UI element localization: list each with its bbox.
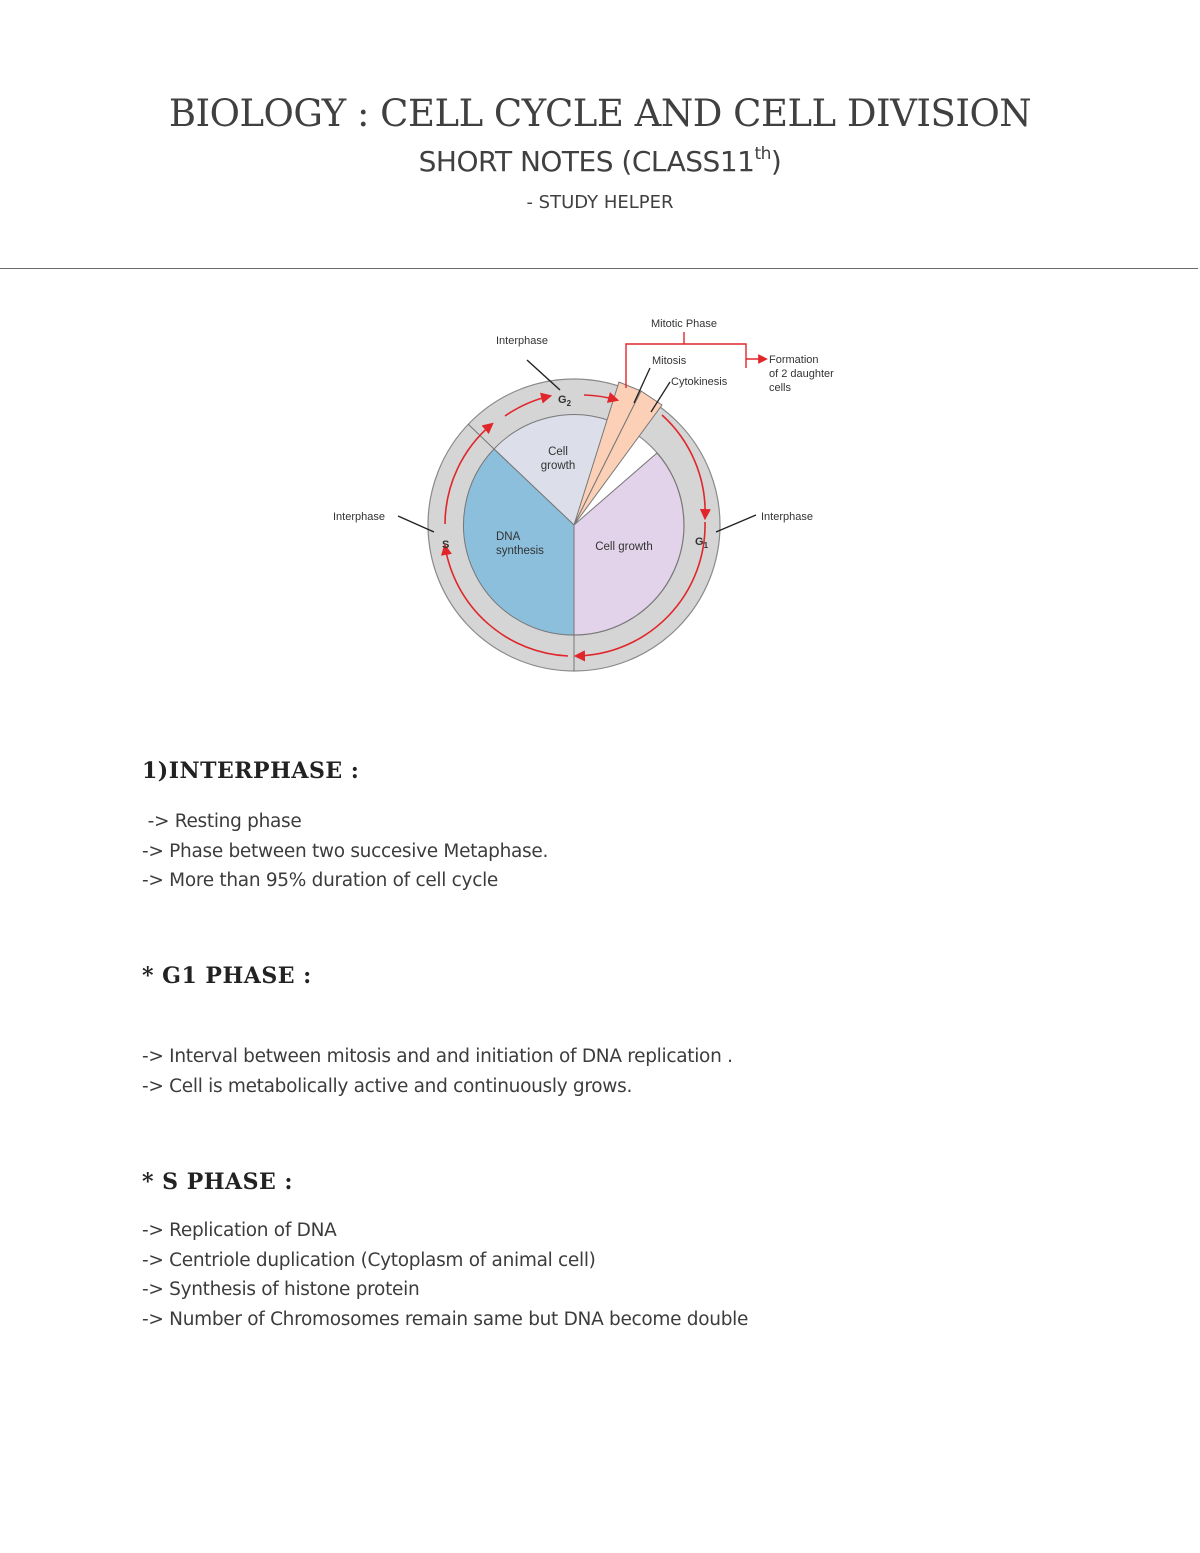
mitotic-phase-label: Mitotic Phase — [650, 318, 718, 330]
interphase-pointer-right — [716, 515, 756, 532]
list-item: -> Number of Chromosomes remain same but DNA become double — [142, 1308, 749, 1330]
subtitle-superscript: th — [754, 144, 771, 164]
g1-phase-list — [142, 1042, 733, 1101]
interphase-label-top: Interphase — [496, 335, 548, 347]
document-subtitle — [0, 144, 1200, 178]
list-item: -> Replication of DNA — [142, 1220, 337, 1241]
list-item: -> Interval between mitosis and and initiation of DNA replication . — [142, 1046, 733, 1067]
list-item: -> Phase between two succesive Metaphase. — [142, 840, 549, 862]
cytokinesis-label: Cytokinesis — [671, 376, 728, 388]
section-heading-g1-phase: * G1 PHASE : — [142, 963, 312, 989]
formation-label: Formation of 2 daughter cells — [769, 354, 834, 394]
subtitle-close: ) — [770, 145, 782, 178]
document-title: BIOLOGY : CELL CYCLE AND CELL DIVISION — [168, 92, 1032, 135]
cell-growth-upper-label: Cell growth — [540, 446, 576, 472]
subtitle-text: SHORT NOTES (CLASS11 — [418, 145, 755, 178]
header-divider — [0, 268, 1198, 269]
mitosis-label: Mitosis — [652, 355, 687, 367]
g1-label: $G_1$ — [695, 536, 709, 550]
section-heading-interphase: 1)INTERPHASE : — [142, 758, 360, 784]
s-label: S — [442, 539, 450, 551]
interphase-list — [142, 807, 548, 896]
section-heading-s-phase: * S PHASE : — [142, 1169, 294, 1195]
cell-cycle-diagram — [320, 308, 880, 680]
interphase-label-left: Interphase — [333, 511, 385, 523]
byline: - STUDY HELPER — [526, 192, 674, 213]
list-item: -> Synthesis of histone protein — [142, 1279, 420, 1300]
list-item: -> More than 95% duration of cell cycle — [142, 870, 498, 891]
g2-label: $G_2$ — [558, 394, 572, 408]
s-phase-list — [142, 1216, 748, 1334]
interphase-label-right: Interphase — [761, 511, 813, 523]
list-item: -> Resting phase — [142, 811, 302, 832]
cell-growth-lower-label: Cell growth — [595, 541, 653, 553]
list-item: -> Cell is metabolically active and continuously grows. — [142, 1075, 633, 1097]
dna-synthesis-label: DNA synthesis — [496, 531, 544, 557]
list-item: -> Centriole duplication (Cytoplasm of animal cell) — [142, 1249, 596, 1271]
